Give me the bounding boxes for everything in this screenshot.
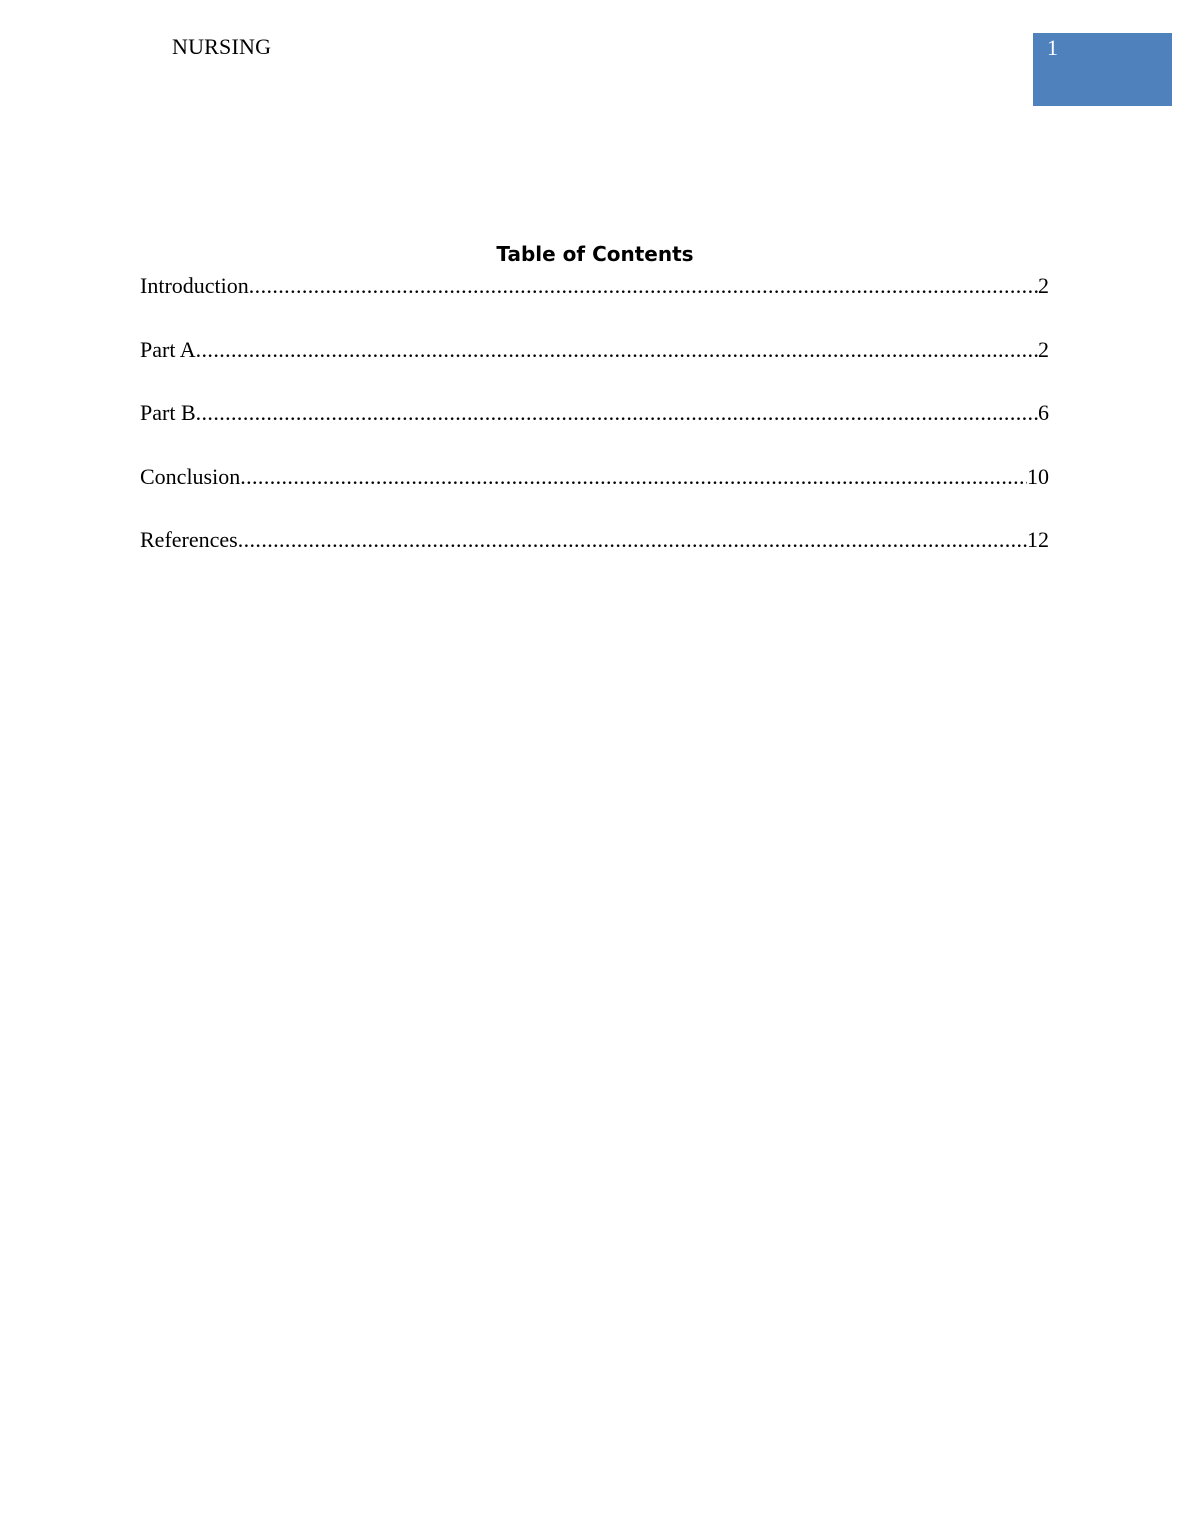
toc-entry-introduction[interactable] (140, 272, 1049, 299)
page-number-box (1033, 33, 1172, 106)
page-number: 1 (1047, 35, 1058, 60)
toc-entry-page: 2 (1038, 273, 1049, 298)
toc-entry-label: Part A (140, 336, 196, 362)
toc-entry-conclusion[interactable] (140, 463, 1049, 490)
toc-entry-references[interactable] (140, 526, 1049, 553)
toc-entry-part-b[interactable] (140, 399, 1049, 426)
toc-title: Table of Contents (496, 242, 694, 266)
toc-dot-leader (196, 336, 1038, 363)
toc-dot-leader (240, 463, 1027, 490)
toc-entry-page: 2 (1038, 336, 1049, 362)
toc-dot-leader (238, 526, 1027, 553)
toc-entry-page: 12 (1027, 527, 1049, 552)
toc-dot-leader (196, 399, 1038, 426)
running-head: NURSING (172, 34, 272, 59)
toc-list (140, 272, 1049, 590)
toc-entry-page: 10 (1027, 463, 1049, 489)
toc-entry-label: References (140, 527, 238, 552)
toc-entry-page: 6 (1038, 400, 1049, 425)
toc-entry-label: Introduction (140, 273, 249, 298)
toc-entry-label: Part B (140, 400, 196, 425)
toc-entry-label: Conclusion (140, 463, 241, 489)
toc-entry-part-a[interactable] (140, 336, 1049, 363)
toc-dot-leader (249, 272, 1038, 299)
